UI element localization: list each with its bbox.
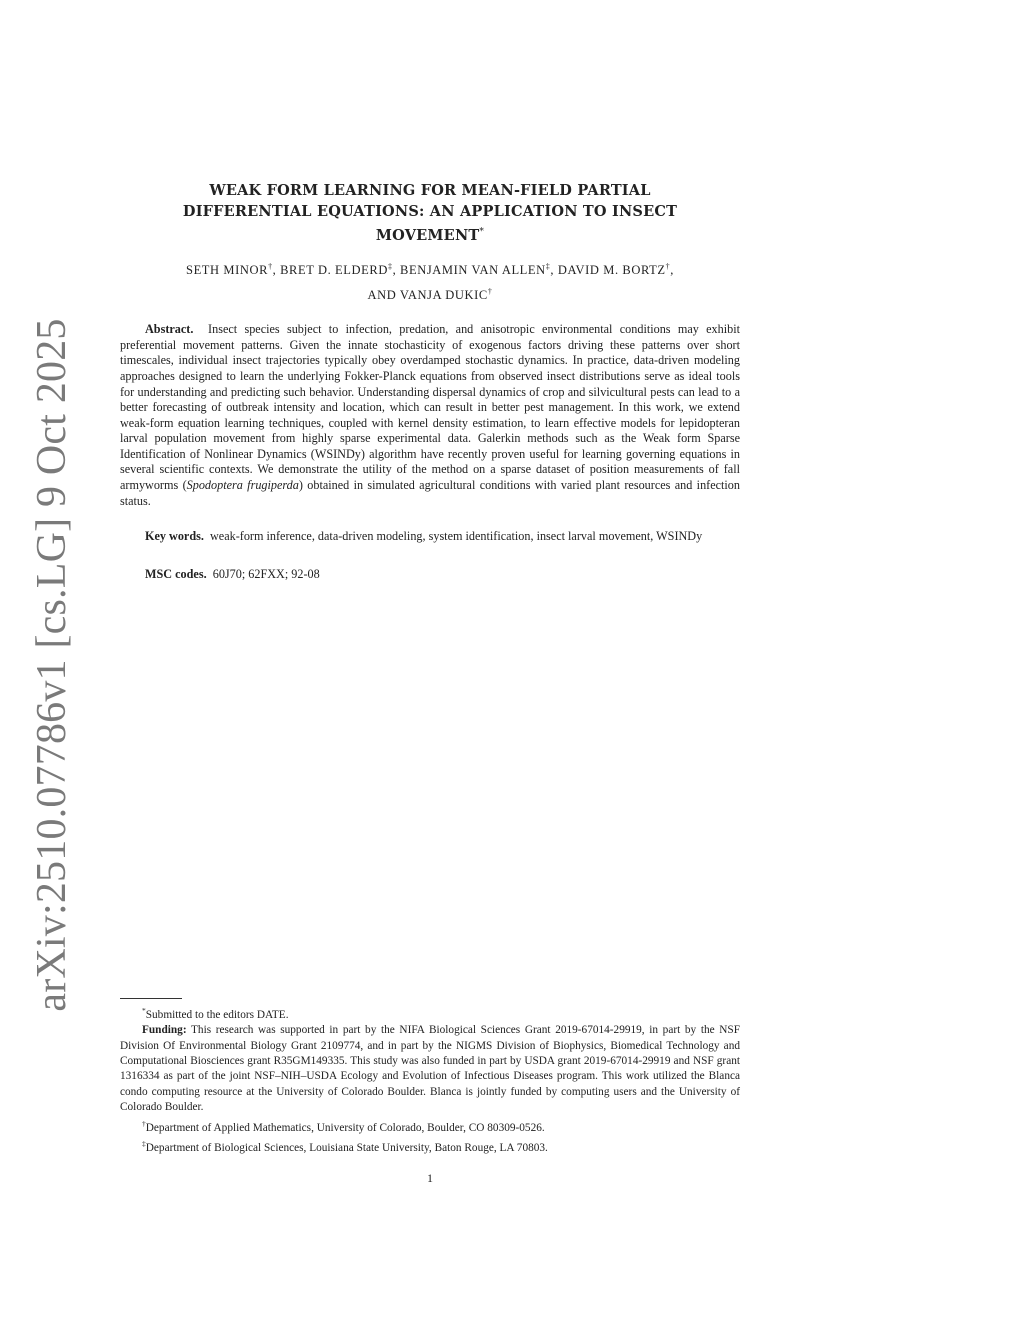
footnote-affiliation-dagger: [120, 1116, 740, 1136]
title-line: DIFFERENTIAL EQUATIONS: AN APPLICATION TO INSECT: [182, 203, 678, 220]
page-number: 1: [427, 1171, 433, 1185]
footnote-mark: †: [142, 1118, 146, 1128]
paper-title: [120, 180, 740, 246]
footnote-rule: [120, 998, 182, 999]
footnote-mark: ‡: [142, 1138, 146, 1148]
author-name: BENJAMIN VAN ALLEN: [400, 262, 546, 277]
author-name: DAVID M. BORTZ: [557, 262, 666, 277]
footnote-text: Submitted to the editors DATE.: [145, 1008, 289, 1021]
title-line-text: MOVEMENT: [375, 226, 480, 244]
affiliation-mark: †: [268, 261, 273, 271]
author-line: SETH MINOR†, BRET D. ELDERD‡, BENJAMIN VAN ALLEN‡, DAVID M. BORTZ†,: [186, 261, 674, 277]
author-name: AND VANJA DUKIC: [367, 288, 488, 303]
title-line: WEAK FORM LEARNING FOR MEAN-FIELD PARTIAL: [209, 182, 651, 199]
affiliation-mark: †: [487, 286, 493, 296]
abstract-text: Insect species subject to infection, predation, and anisotropic environmental conditions may exhibit preferential movement patterns. Given the innate stochasticity of exogenous factors driving these patterns over short timescales, individual insect trajectories typically obey overdamped stochastic dynamics. In practice, data-driven modeling approaches designed to learn the underlying Fokker-Planck equations from observed insect distributions serve as ideal tools for understanding and predicting such behavior. Understanding dispersal dynamics of crop and silvicultural pests can lead to a better forecasting of outbreak intensity and location, which can result in better pest management. In this work, we extend weak-form equation learning techniques, coupled with kernel density estimation, to learn effective models for lepidopteran larval population movement from highly sparse experimental data. Galerkin methods such as the Weak form Sparse Identification of Nonlinear Dynamics (WSINDy) algorithm have recently proven useful for learning governing equations in several scientific contexts. We demonstrate the utility of the method on a sparse dataset of position measurements of fall armyworms (: [120, 322, 740, 493]
abstract-label: Abstract.: [145, 322, 194, 337]
paper-first-page: [120, 180, 740, 582]
abstract: [120, 322, 740, 509]
keywords-label: Key words.: [145, 529, 204, 544]
msc-text: 60J70; 62FXX; 92-08: [212, 566, 320, 581]
author-name: BRET D. ELDERD: [280, 262, 388, 277]
abstract-text-end: ) obtained in simulated agricultural conditions with varied plant resources and infection status.: [120, 478, 740, 508]
title-line: [120, 222, 740, 246]
footnote-funding: [120, 1023, 740, 1115]
msc-label: MSC codes.: [145, 566, 207, 581]
keywords-text: weak-form inference, data-driven modeling, system identification, insect larval movement, WSINDy: [210, 529, 703, 544]
affiliation-mark: †: [665, 261, 671, 271]
author-name: SETH MINOR: [186, 262, 269, 277]
keywords: [120, 529, 740, 545]
affiliation-mark: ‡: [545, 261, 551, 271]
species-name: Spodoptera frugiperda: [186, 478, 299, 493]
funding-text: This research was supported in part by the NIFA Biological Sciences Grant 2019-67014-29919, in part by the NSF Division Of Environmental Biology Grant 2109774, and in part by the NIGMS Division of Biophysics, Biomedical Technology and Computational Biosciences grant R35GM149335. This study was also funded in part by USDA grant 2019-67014-29919 and NSF grant 1316334 as part of the joint NSF–NIH–USDA Ecology and Evolution of Infectious Diseases program. This work utilized the Blanca condo computing resource at the University of Colorado Boulder. Blanca is jointly funded by computing users and the University of Colorado Boulder.: [120, 1024, 740, 1114]
author-list: [120, 256, 740, 306]
title-footnote-mark: *: [479, 227, 485, 237]
footnote-mark: *: [142, 1006, 146, 1015]
author-line: [120, 281, 740, 306]
footnotes: [120, 1003, 740, 1156]
arxiv-identifier-stamp: arXiv:2510.07786v1 [cs.LG] 9 Oct 2025: [29, 318, 75, 1012]
funding-label: Funding:: [142, 1024, 187, 1037]
affiliation-mark: ‡: [387, 261, 393, 271]
footnote-submitted: [120, 1003, 740, 1023]
msc-codes: [120, 567, 740, 583]
footnote-affiliation-ddagger: [120, 1136, 740, 1156]
footnote-text: Department of Biological Sciences, Louisiana State University, Baton Rouge, LA 70803.: [145, 1141, 548, 1154]
footnote-text: Department of Applied Mathematics, University of Colorado, Boulder, CO 80309-0526.: [145, 1121, 545, 1134]
